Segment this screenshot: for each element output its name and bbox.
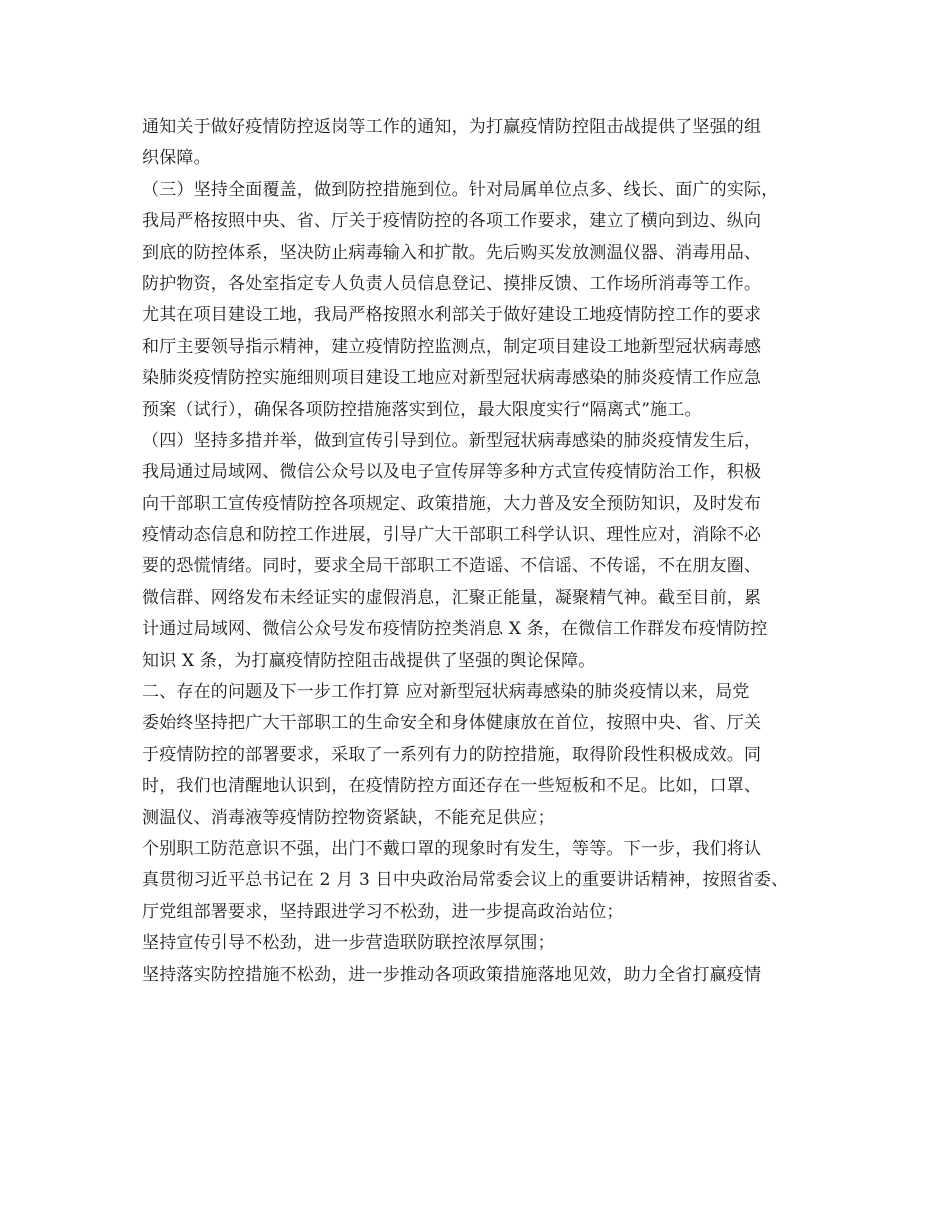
text-line: 预案（试行），确保各项防控措施落实到位，最大限度实行“隔离式”施工。 bbox=[142, 399, 702, 420]
text-line: 时，我们也清醒地认识到，在疫情防控方面还存在一些短板和不足。比如，口罩、 bbox=[142, 776, 762, 797]
text-line: 染肺炎疫情防控实施细则项目建设工地应对新型冠状病毒感染的肺炎疫情工作应急 bbox=[142, 368, 762, 389]
text-line: 测温仪、消毒液等疫情防控物资紧缺，不能充足供应； bbox=[142, 807, 555, 828]
text-line: 微信群、网络发布未经证实的虚假消息，汇聚正能量，凝聚精气神。截至目前，累 bbox=[142, 587, 762, 608]
text-line: 真贯彻习近平总书记在 2 月 3 日中央政治局常委会议上的重要讲话精神，按照省委、 bbox=[142, 870, 789, 891]
text-line: 我局严格按照中央、省、厅关于疫情防控的各项工作要求，建立了横向到边、纵向 bbox=[142, 211, 762, 232]
text-line: 二、存在的问题及下一步工作打算 应对新型冠状病毒感染的肺炎疫情以来，局党 bbox=[142, 682, 750, 703]
text-line: 织保障。 bbox=[142, 148, 211, 169]
text-line: （四）坚持多措并举，做到宣传引导到位。新型冠状病毒感染的肺炎疫情发生后， bbox=[142, 430, 762, 451]
text-line: 坚持落实防控措施不松劲，进一步推动各项政策措施落地见效，助力全省打赢疫情 bbox=[142, 964, 762, 985]
text-line: 个别职工防范意识不强，出门不戴口罩的现象时有发生，等等。下一步，我们将认 bbox=[142, 838, 762, 859]
text-line: 防护物资，各处室指定专人负责人员信息登记、摸排反馈、工作场所消毒等工作。 bbox=[142, 273, 762, 294]
text-line: 通知关于做好疫情防控返岗等工作的通知，为打赢疫情防控阻击战提供了坚强的组 bbox=[142, 117, 762, 137]
text-line: 要的恐慌情绪。同时，要求全局干部职工不造谣、不信谣、不传谣，不在朋友圈、 bbox=[142, 556, 762, 577]
text-line: 尤其在项目建设工地，我局严格按照水利部关于做好建设工地疫情防控工作的要求 bbox=[142, 305, 762, 326]
text-line: 坚持宣传引导不松劲，进一步营造联防联控浓厚氛围； bbox=[142, 933, 555, 954]
text-line: 我局通过局域网、微信公众号以及电子宣传屏等多种方式宣传疫情防治工作，积极 bbox=[142, 462, 762, 483]
text-line: （三）坚持全面覆盖，做到防控措施到位。针对局属单位点多、线长、面广的实际， bbox=[142, 179, 779, 200]
text-line: 厅党组部署要求，坚持跟进学习不松劲，进一步提高政治站位； bbox=[142, 901, 624, 922]
text-line: 向干部职工宣传疫情防控各项规定、政策措施，大力普及安全预防知识，及时发布 bbox=[142, 493, 762, 514]
text-line: 于疫情防控的部署要求，采取了一系列有力的防控措施，取得阶段性积极成效。同 bbox=[142, 744, 762, 765]
text-line: 知识 X 条，为打赢疫情防控阻击战提供了坚强的舆论保障。 bbox=[142, 650, 596, 671]
text-line: 到底的防控体系，坚决防止病毒输入和扩散。先后购买发放测温仪器、消毒用品、 bbox=[142, 242, 762, 263]
text-line: 委始终坚持把广大干部职工的生命安全和身体健康放在首位，按照中央、省、厅关 bbox=[142, 713, 762, 734]
text-line: 和厅主要领导指示精神，建立疫情防控监测点，制定项目建设工地新型冠状病毒感 bbox=[142, 336, 762, 357]
text-line: 疫情动态信息和防控工作进展，引导广大干部职工科学认识、理性应对，消除不必 bbox=[142, 525, 762, 546]
document-body bbox=[142, 112, 822, 991]
text-line: 计通过局域网、微信公众号发布疫情防控类消息 X 条，在微信工作群发布疫情防控 bbox=[142, 619, 768, 640]
